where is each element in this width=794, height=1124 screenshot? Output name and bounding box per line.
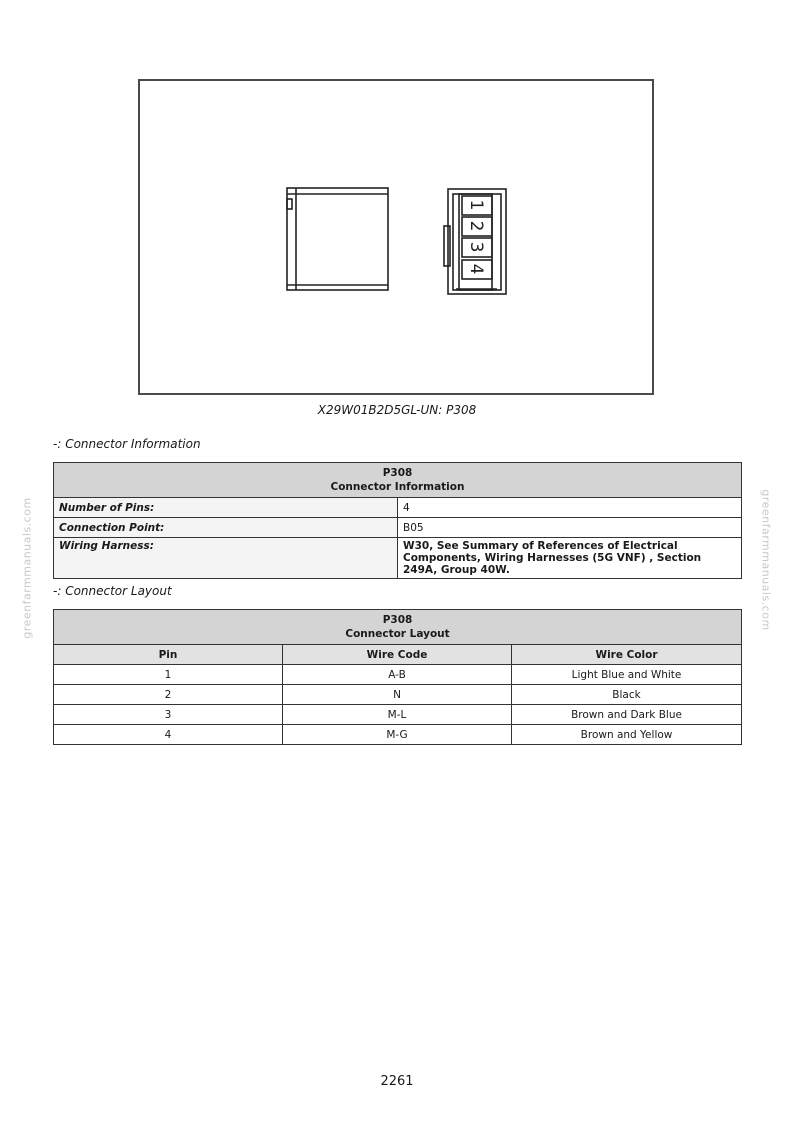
table-row xyxy=(54,705,742,725)
connector-id: P308 xyxy=(382,614,413,626)
wire-code-cell: M-L xyxy=(283,705,512,725)
pin-cell: 1 xyxy=(54,665,283,685)
connector-layout-heading: -: Connector Layout xyxy=(53,584,172,598)
pin-number-3: 3 xyxy=(466,241,486,253)
table-row xyxy=(54,498,742,518)
table-row xyxy=(54,685,742,705)
table-row xyxy=(54,538,742,579)
pin-cell: 2 xyxy=(54,685,283,705)
connector-layout-table xyxy=(53,609,742,745)
connector-layout-title xyxy=(54,610,742,645)
watermark-left: greenfarmmanuals.com xyxy=(20,497,34,639)
connector-id: P308 xyxy=(382,467,413,479)
table-row xyxy=(54,518,742,538)
connector-information-heading: -: Connector Information xyxy=(53,437,201,451)
column-header-pin: Pin xyxy=(54,645,283,665)
column-header-wire-color: Wire Color xyxy=(512,645,742,665)
wire-color-cell: Light Blue and White xyxy=(512,665,742,685)
row-label: Number of Pins: xyxy=(54,498,398,518)
connector-figure xyxy=(138,79,654,395)
figure-caption: X29W01B2D5GL-UN: P308 xyxy=(317,403,477,417)
row-value: W30, See Summary of References of Electrical Components, Wiring Harnesses (5G VNF) , Section 249A, Group 40W. xyxy=(398,538,742,579)
wire-code-cell: M-G xyxy=(283,725,512,745)
table-row xyxy=(54,725,742,745)
table-title: Connector Information xyxy=(330,481,465,493)
row-label: Wiring Harness: xyxy=(54,538,398,579)
wire-code-cell: N xyxy=(283,685,512,705)
wire-color-cell: Brown and Dark Blue xyxy=(512,705,742,725)
pin-number-2: 2 xyxy=(466,220,486,232)
row-label: Connection Point: xyxy=(54,518,398,538)
table-title: Connector Layout xyxy=(345,628,450,640)
pin-cell: 3 xyxy=(54,705,283,725)
pin-number-4: 4 xyxy=(466,263,486,275)
watermark-right: greenfarmmanuals.com xyxy=(759,489,773,631)
connector-side-view xyxy=(287,188,388,290)
wire-color-cell: Brown and Yellow xyxy=(512,725,742,745)
pin-number-1: 1 xyxy=(466,199,486,211)
wire-color-cell: Black xyxy=(512,685,742,705)
wire-code-cell: A-B xyxy=(283,665,512,685)
page-number: 2261 xyxy=(380,1074,414,1089)
connector-drawing xyxy=(140,81,656,397)
column-header-wire-code: Wire Code xyxy=(283,645,512,665)
row-value: 4 xyxy=(398,498,742,518)
pin-cell: 4 xyxy=(54,725,283,745)
row-value: B05 xyxy=(398,518,742,538)
table-row xyxy=(54,665,742,685)
connector-information-table xyxy=(53,462,742,579)
connector-information-title xyxy=(54,463,742,498)
